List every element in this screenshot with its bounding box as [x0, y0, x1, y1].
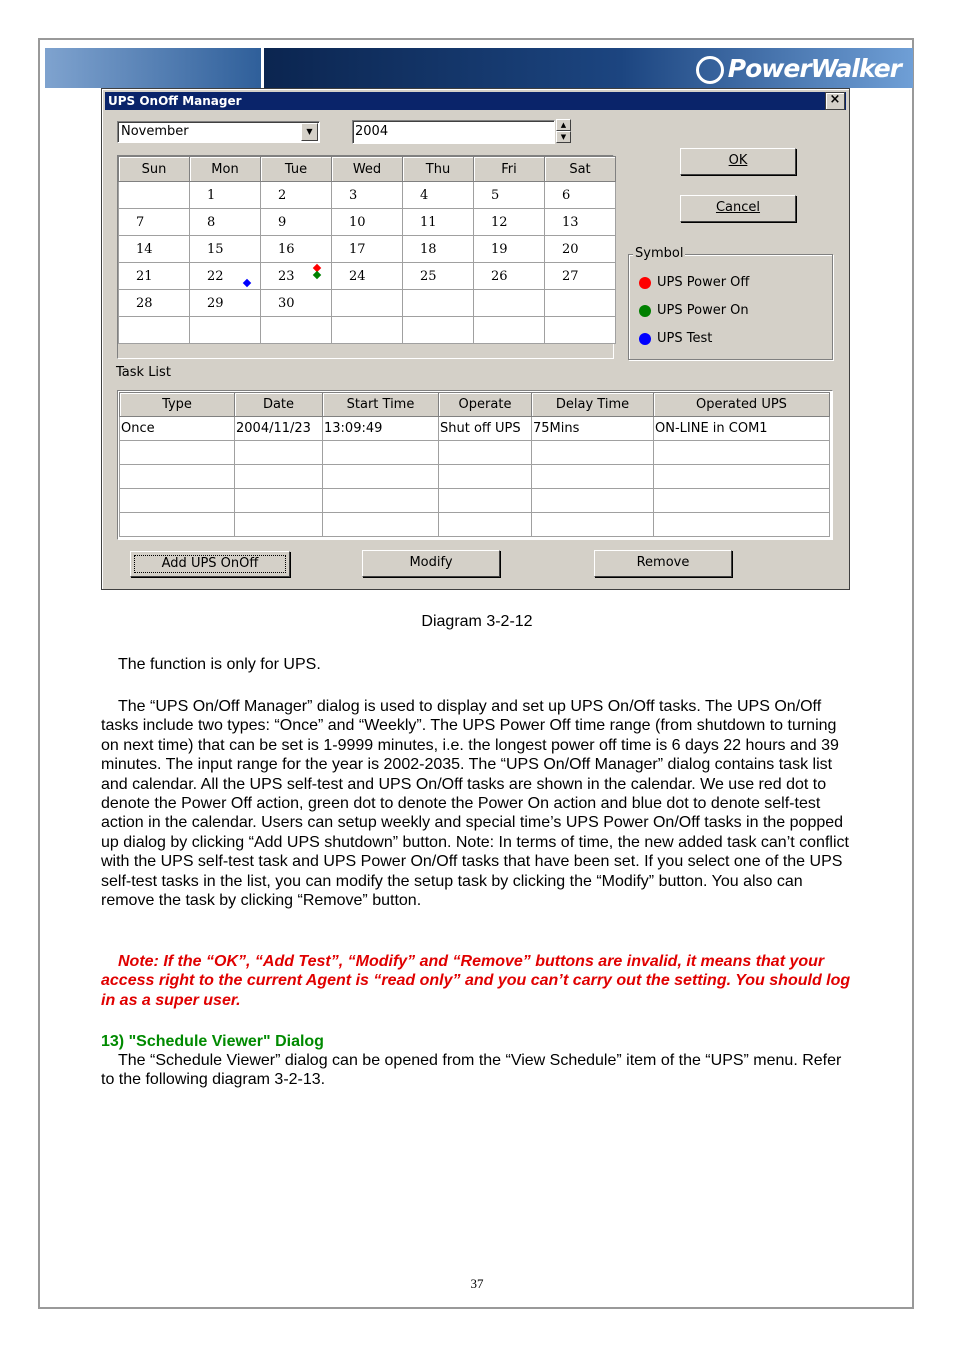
calendar-day[interactable]: 5 [474, 182, 545, 209]
section-heading: 13) "Schedule Viewer" Dialog [101, 1033, 324, 1050]
task-list-label: Task List [116, 365, 171, 380]
calendar-day [474, 317, 545, 344]
weekday-header: Thu [403, 157, 474, 182]
calendar-day[interactable]: 3 [332, 182, 403, 209]
modify-button[interactable]: Modify [362, 550, 500, 577]
table-cell [120, 441, 235, 465]
symbol-legend [628, 246, 833, 360]
table-cell [323, 465, 439, 489]
calendar-day[interactable]: 28 [119, 290, 190, 317]
calendar-day [119, 182, 190, 209]
table-cell [235, 489, 323, 513]
task-list[interactable] [117, 390, 833, 540]
column-header[interactable]: Operate [439, 393, 532, 417]
year-input[interactable] [352, 120, 555, 144]
table-cell [323, 513, 439, 537]
calendar-day [403, 317, 474, 344]
table-cell [323, 489, 439, 513]
calendar-day[interactable]: 10 [332, 209, 403, 236]
note-paragraph: Note: If the “OK”, “Add Test”, “Modify” and “Remove” buttons are invalid, it means that your access right to the current Agent is “read only” and you can’t carry out the setting. You should log in as a super user. [101, 953, 851, 1009]
paragraph-scope: The function is only for UPS. [118, 656, 321, 673]
calendar-day [261, 317, 332, 344]
table-cell [439, 513, 532, 537]
calendar-day[interactable]: 4 [403, 182, 474, 209]
table-row[interactable] [120, 513, 830, 537]
table-cell [439, 489, 532, 513]
weekday-header: Mon [190, 157, 261, 182]
table-row[interactable] [120, 465, 830, 489]
brand-logo [696, 54, 901, 84]
table-row[interactable] [120, 441, 830, 465]
table-row[interactable] [120, 489, 830, 513]
table-cell: Shut off UPS [439, 417, 532, 441]
blue-dot-icon [639, 333, 651, 345]
calendar-day[interactable]: 8 [190, 209, 261, 236]
legend-item-power-on: UPS Power On [639, 303, 749, 318]
green-dot-icon [639, 305, 651, 317]
remove-button[interactable]: Remove [594, 550, 732, 577]
calendar-day[interactable]: 26 [474, 263, 545, 290]
column-header[interactable]: Date [235, 393, 323, 417]
calendar-day[interactable]: 29 [190, 290, 261, 317]
table-cell [120, 465, 235, 489]
ok-button[interactable]: OK [680, 148, 796, 175]
calendar-day [545, 317, 616, 344]
brand-mark-icon [696, 56, 724, 84]
calendar-day [332, 317, 403, 344]
table-cell [532, 465, 654, 489]
calendar-day[interactable]: 13 [545, 209, 616, 236]
calendar-day[interactable]: 18 [403, 236, 474, 263]
calendar-day[interactable]: 17 [332, 236, 403, 263]
calendar-day [545, 290, 616, 317]
calendar-day [474, 290, 545, 317]
table-cell [235, 513, 323, 537]
page-number: 37 [470, 1276, 484, 1291]
column-header[interactable]: Type [120, 393, 235, 417]
calendar-day[interactable]: 21 [119, 263, 190, 290]
calendar-grid [118, 156, 616, 344]
table-cell [235, 441, 323, 465]
blue-marker-icon [243, 279, 251, 287]
paragraph-description: The “UPS On/Off Manager” dialog is used to display and set up UPS On/Off tasks. The UPS On/Off tasks include two types: “Once” and “Weekly”. The UPS Power Off time range (from shutdown to turning on next time) that can be set is 1-9999 minutes, i.e. the longest power off time is 6 days 22 hours and 39 minutes. The input range for the year is 2002-2035. The “UPS On/Off Manager” dialog contains task list and calendar. All the UPS self-test and UPS On/Off tasks are shown in the calendar. We use red dot to denote the Power Off action, green dot to denote the Power On action and blue dot to denote self-test action in the calendar. Users can setup weekly and special time’s UPS Power On/Off tasks in the popped up dialog by clicking “Add UPS shutdown” button. Note: In terms of time, the new added task can’t conflict with the UPS self-test task and UPS Power On/Off tasks that have been set. If you select one of the UPS self-test tasks in the list, you can modify the setup task by clicking the “Modify” button. You also can remove the task by clicking “Remove” button. [101, 698, 849, 910]
close-button[interactable]: × [825, 92, 845, 110]
chevron-down-icon[interactable]: ▼ [301, 123, 318, 141]
calendar-day [190, 317, 261, 344]
diagram-caption: Diagram 3-2-12 [421, 613, 533, 630]
table-cell [235, 465, 323, 489]
calendar-day[interactable]: 7 [119, 209, 190, 236]
paragraph-schedule-viewer: The “Schedule Viewer” dialog can be opened from the “View Schedule” item of the “UPS” menu. Refer to the following diagram 3-2-13. [101, 1052, 842, 1089]
add-ups-onoff-button[interactable]: Add UPS OnOff [130, 551, 290, 577]
spin-up-icon[interactable]: ▲ [556, 119, 571, 131]
legend-item-power-off: UPS Power Off [639, 275, 749, 290]
calendar-day[interactable]: 6 [545, 182, 616, 209]
calendar-day[interactable]: 12 [474, 209, 545, 236]
calendar-day[interactable]: 30 [261, 290, 332, 317]
calendar-day[interactable]: 2 [261, 182, 332, 209]
table-cell [120, 489, 235, 513]
month-select[interactable] [117, 121, 320, 143]
table-cell [532, 513, 654, 537]
column-header[interactable]: Start Time [323, 393, 439, 417]
calendar-day[interactable]: 1 [190, 182, 261, 209]
calendar-day[interactable]: 11 [403, 209, 474, 236]
table-cell [532, 441, 654, 465]
spin-down-icon[interactable]: ▼ [556, 131, 571, 143]
calendar-day[interactable]: 14 [119, 236, 190, 263]
month-value: November [121, 124, 189, 139]
calendar-day [403, 290, 474, 317]
calendar-day[interactable]: 16 [261, 236, 332, 263]
table-cell: 2004/11/23 [235, 417, 323, 441]
table-cell [439, 441, 532, 465]
weekday-header: Wed [332, 157, 403, 182]
year-value: 2004 [355, 124, 389, 139]
cancel-button[interactable]: Cancel [680, 195, 796, 222]
calendar-day[interactable]: 25 [403, 263, 474, 290]
table-cell [439, 465, 532, 489]
calendar-day [119, 317, 190, 344]
table-cell: 75Mins [532, 417, 654, 441]
ups-onoff-manager-dialog [101, 88, 850, 590]
table-cell: Once [120, 417, 235, 441]
table-row[interactable] [120, 417, 830, 441]
weekday-header: Sun [119, 157, 190, 182]
calendar-day[interactable]: 20 [545, 236, 616, 263]
table-cell [532, 489, 654, 513]
column-header[interactable]: Operated UPS [654, 393, 830, 417]
calendar-day [332, 290, 403, 317]
header-banner [45, 48, 913, 88]
weekday-header: Sat [545, 157, 616, 182]
table-cell [654, 465, 830, 489]
calendar-day[interactable]: 9 [261, 209, 332, 236]
table-cell: 13:09:49 [323, 417, 439, 441]
dialog-title: UPS OnOff Manager [105, 92, 846, 110]
table-cell [654, 441, 830, 465]
calendar-day[interactable]: 22 [190, 263, 261, 290]
year-spinner[interactable] [556, 119, 571, 145]
red-dot-icon [639, 277, 651, 289]
calendar-day[interactable]: 15 [190, 236, 261, 263]
brand-name: PowerWalker [727, 54, 901, 83]
table-cell [323, 441, 439, 465]
calendar-day[interactable]: 24 [332, 263, 403, 290]
symbol-legend-title: Symbol [635, 246, 684, 261]
calendar-day[interactable]: 27 [545, 263, 616, 290]
weekday-header: Fri [474, 157, 545, 182]
table-cell [654, 513, 830, 537]
table-cell [120, 513, 235, 537]
table-cell: ON-LINE in COM1 [654, 417, 830, 441]
legend-item-test: UPS Test [639, 331, 712, 346]
weekday-header: Tue [261, 157, 332, 182]
calendar-day[interactable]: 23 [261, 263, 332, 290]
green-marker-icon [313, 271, 321, 279]
table-cell [654, 489, 830, 513]
column-header[interactable]: Delay Time [532, 393, 654, 417]
calendar-day[interactable]: 19 [474, 236, 545, 263]
